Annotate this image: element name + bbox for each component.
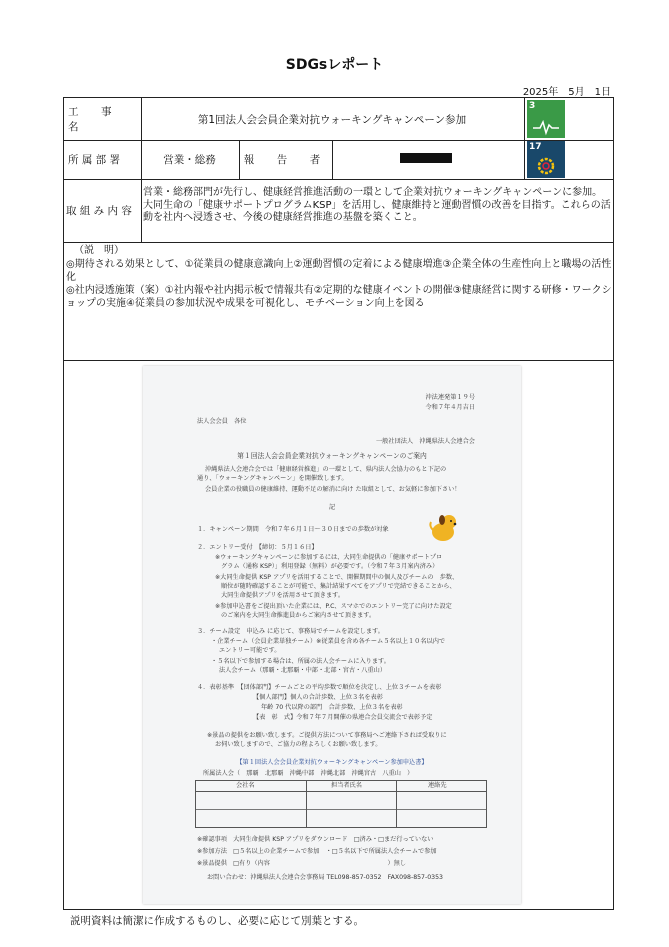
- sdg-3-number: 3: [529, 101, 536, 111]
- doc-item-3d: 法人会チーム（那覇・北那覇・中部・北部・宮古・八重山）: [219, 667, 387, 674]
- doc-to: 法人会会員 各位: [197, 418, 247, 425]
- dept-label: 所 属 部 署: [68, 153, 121, 166]
- effort-label: 取 組 み 内 容: [66, 204, 132, 217]
- explain-label: （説 明）: [74, 245, 124, 256]
- effort-text: 営業・総務部門が先行し、健康経営推進活動の一環として企業対抗ウォーキングキャンペーンに参加。大同生命の「健康サポートプログラムKSP」を活用し、健康維持と運動習慣の改善を目指す。これらの活動を社内へ浸透させ、今後の健康経営推進の基盤を築くこと。: [143, 187, 611, 223]
- report-date: 2025年 5月 1日: [522, 87, 611, 98]
- doc-prize-1: ※景品の提供をお願い致します。ご提供方法について事務局へご連絡下されば受取りに: [207, 732, 447, 739]
- project-value: 第1回法人会会員企業対抗ウォーキングキャンペーン参加: [197, 113, 467, 126]
- doc-col-company: 会社名: [236, 782, 255, 789]
- doc-item-3c: ・５名以下で参加する場合は、所属の法人会チームに入ります。: [211, 658, 390, 665]
- explain-line-2: ◎社内浸透施策（案）①社内報や社内掲示板で情報共有②定期的な健康イベントの開催③健康経営に関する研修・ワークショップの実施④従業員の参加状況や成果を可視化し、モチベーション向上を図る: [66, 285, 612, 309]
- doc-col-person: 担当者氏名: [331, 782, 362, 789]
- doc-item-2g: のご案内を大同生命推進員からご案内させて頂きます。: [221, 612, 376, 619]
- dept-value: 営業・総務: [163, 153, 216, 166]
- reporter-label: 報 告 者: [243, 153, 327, 166]
- doc-form-table: [195, 780, 487, 828]
- doc-intro-3: 会員企業の役職員の健康維持、運動不足の解消に向け た取組として、お気軽に参加下さい！: [205, 486, 461, 493]
- doc-item-2a: ※ウォーキングキャンペーンに参加するには、大同生命提供の「健康サポートプロ: [215, 554, 443, 561]
- doc-item-2e: 大同生命提供アプリを活用させて頂きます。: [221, 592, 345, 599]
- document-photo: [143, 366, 521, 904]
- sdg-badge-17: [527, 141, 565, 178]
- project-label: 工 事 名: [68, 106, 134, 133]
- doc-from: 一般社団法人 沖縄県法人会連合会: [376, 438, 475, 445]
- doc-item-3: ３．チーム設定 申込み に応じて、事務局でチームを設定します。: [197, 628, 384, 635]
- footnote: 説明資料は簡潔に作成するものし、必要に応じて別葉とする。: [70, 915, 364, 927]
- reporter-redacted: [400, 153, 452, 163]
- doc-title: 第１回法人会会員企業対抗ウォーキングキャンペーンのご案内: [237, 452, 427, 460]
- doc-check-2: ※参加方法 □５名以上の企業チームで参加 ・□５名以下で所属法人会チームで参加: [197, 848, 437, 855]
- explain-line-1: ◎期待される効果として、①従業員の健康意識向上②運動習慣の定着による健康増進③企業全体の生産性向上と職場の活性化: [66, 259, 612, 283]
- doc-ki: 記: [328, 504, 336, 511]
- doc-item-4b: 年齢 70 代以降の部門 合計歩数、上位３名を表彰: [261, 704, 403, 711]
- doc-item-1: １．キャンペーン期間 令和７年６月１日～３０日までの歩数が対象: [197, 526, 389, 533]
- report-title: SDGsレポート: [285, 57, 384, 73]
- doc-item-2b: グラム（通称 KSP）」利用登録（無料）が必要です。（令和７年３月案内済み）: [221, 563, 439, 570]
- doc-contact: お問い合わせ：沖縄県法人会連合会事務局 TEL098-857-0352 FAX098-857-0353: [207, 874, 443, 881]
- doc-intro-1: 沖縄県法人会連合会では「健康経営推進」の一環として、県内法人会協力のもと下記の: [205, 466, 447, 473]
- doc-check-3: ※景品提供 □有り（内容 ）無し: [197, 860, 407, 867]
- doc-check-1: ※確認事項 大同生命提供 KSP アプリをダウンロード □済み・□まだ行っていない: [197, 836, 434, 843]
- doc-item-2f: ※参加申込書をご提出頂いた企業には、P.C、スマホでのエントリー完了に向けた設定: [215, 603, 452, 610]
- flower-ring-icon: [527, 155, 565, 177]
- heartbeat-icon: [527, 118, 565, 136]
- doc-intro-2: 通り、「ウォーキングキャンペーン」を開催致します。: [197, 475, 348, 482]
- doc-item-4a: 【個人部門】個人の合計歩数、上位３名を表彰: [253, 694, 383, 701]
- sdg-badge-3: [527, 100, 565, 138]
- doc-number: 沖法連発第１９号: [425, 394, 475, 401]
- doc-item-3a: ・企業チーム（会員企業単独チーム）※従業員を含め各チーム５名以上１０名以内で: [211, 638, 446, 645]
- doc-item-3b: エントリー可能です。: [219, 647, 281, 654]
- doc-date: 令和７年４月吉日: [425, 404, 475, 411]
- doc-prize-2: お伺い致しますので、ご協力の程よろしくお願い致します。: [215, 741, 382, 748]
- doc-form-title: 【第１回法人会会員企業対抗ウォーキングキャンペーン参加申込書】: [236, 759, 428, 766]
- sdg-17-number: 17: [529, 142, 542, 152]
- doc-item-4: ４．表彰基準 【団体部門】チームごとの平均歩数で順位を決定し、上位３チームを表彰: [197, 684, 442, 691]
- doc-item-2c: ※大同生命提供 KSP アプリを活用することで、開催期間中の個人及びチームの 歩数、: [215, 574, 459, 581]
- dog-mascot-icon: [427, 512, 463, 544]
- doc-item-2d: 順位が随時確認することが可能で、集計結果すべてをアプリで完結できることから、: [221, 583, 456, 590]
- doc-item-2: ２．エントリー受付 【締切：５月１６日】: [197, 544, 318, 551]
- doc-item-4c: 【表 彰 式】令和７年７月開催の県連合会員交流会で表彰予定: [253, 714, 433, 721]
- doc-form-branches: 所属法人会（ 那覇 北那覇 沖縄中部 沖縄北部 沖縄宮古 八重山 ）: [203, 770, 414, 777]
- doc-col-contact: 連絡先: [428, 782, 447, 789]
